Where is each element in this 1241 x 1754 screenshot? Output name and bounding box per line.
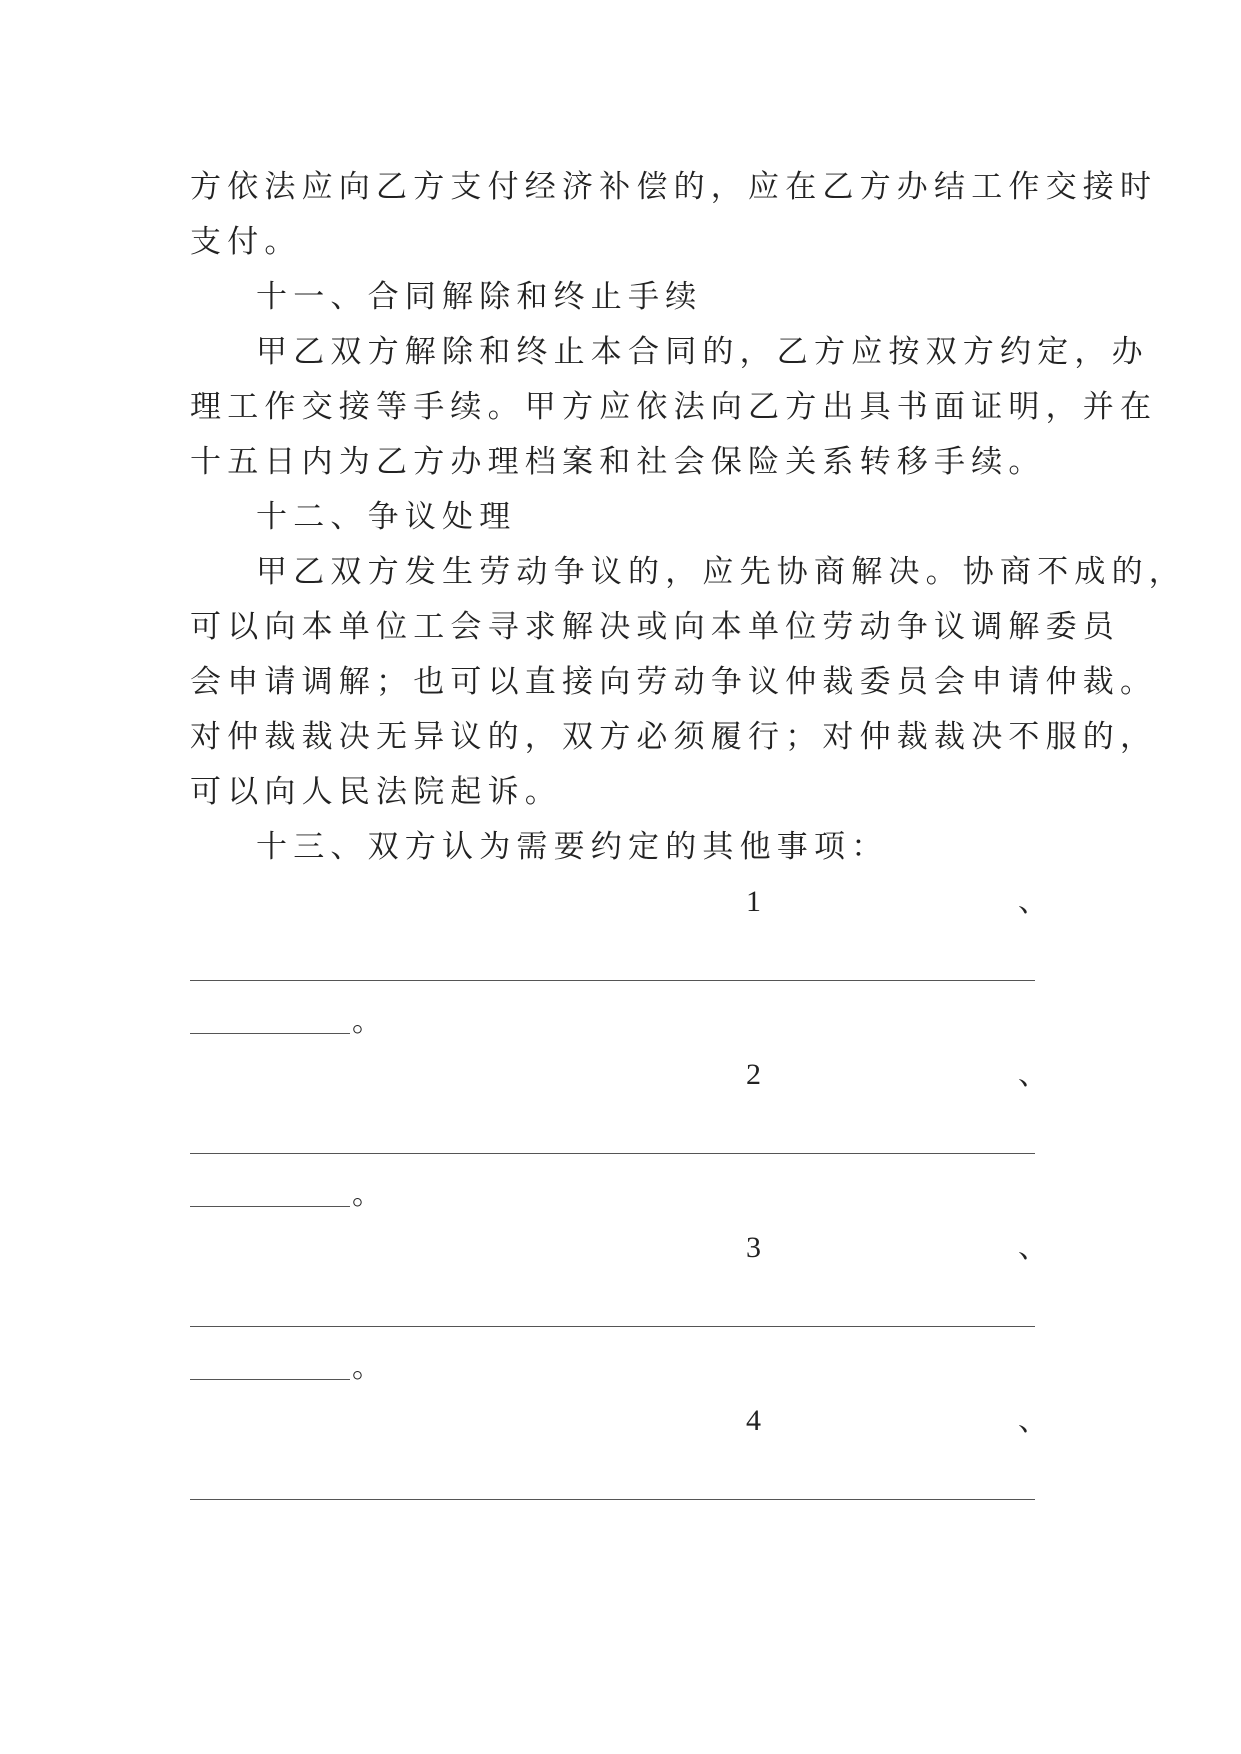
fill-in-blank-line (190, 1033, 350, 1034)
paragraph-line: 对仲裁裁决无异议的，双方必须履行；对仲裁裁决不服的， (190, 719, 1158, 755)
section-heading-11: 十一、合同解除和终止手续 (256, 279, 703, 315)
paragraph-line: 甲乙双方发生劳动争议的，应先协商解决。协商不成的， (256, 554, 1186, 590)
paragraph-line: 支付。 (190, 224, 302, 260)
paragraph-line: 理工作交接等手续。甲方应依法向乙方出具书面证明，并在 (190, 389, 1158, 425)
paragraph-line: 甲乙双方解除和终止本合同的，乙方应按双方约定，办 (256, 334, 1149, 370)
paragraph-line: 方依法应向乙方支付经济补偿的，应在乙方办结工作交接时 (190, 169, 1158, 205)
item-separator: 、 (1018, 885, 1048, 918)
fill-in-blank-line (190, 1206, 350, 1207)
item-separator: 、 (1018, 1058, 1048, 1091)
paragraph-line: 可以向本单位工会寻求解决或向本单位劳动争议调解委员 (190, 609, 1120, 645)
section-heading-13: 十三、双方认为需要约定的其他事项： (256, 829, 889, 865)
item-separator: 、 (1018, 1404, 1048, 1437)
paragraph-line: 十五日内为乙方办理档案和社会保险关系转移手续。 (190, 444, 1046, 480)
item-terminator: 。 (352, 1177, 382, 1212)
item-number: 2 (746, 1058, 761, 1091)
item-terminator: 。 (352, 1004, 382, 1039)
paragraph-line: 可以向人民法院起诉。 (190, 774, 562, 810)
fill-in-blank-line (190, 980, 1035, 981)
fill-in-blank-line (190, 1379, 350, 1380)
item-separator: 、 (1018, 1231, 1048, 1264)
item-number: 4 (746, 1404, 761, 1437)
item-number: 3 (746, 1231, 761, 1264)
fill-in-blank-line (190, 1153, 1035, 1154)
paragraph-line: 会申请调解；也可以直接向劳动争议仲裁委员会申请仲裁。 (190, 664, 1158, 700)
section-heading-12: 十二、争议处理 (256, 499, 517, 535)
fill-in-blank-line (190, 1499, 1035, 1500)
item-number: 1 (746, 885, 761, 918)
fill-in-blank-line (190, 1326, 1035, 1327)
item-terminator: 。 (352, 1350, 382, 1385)
